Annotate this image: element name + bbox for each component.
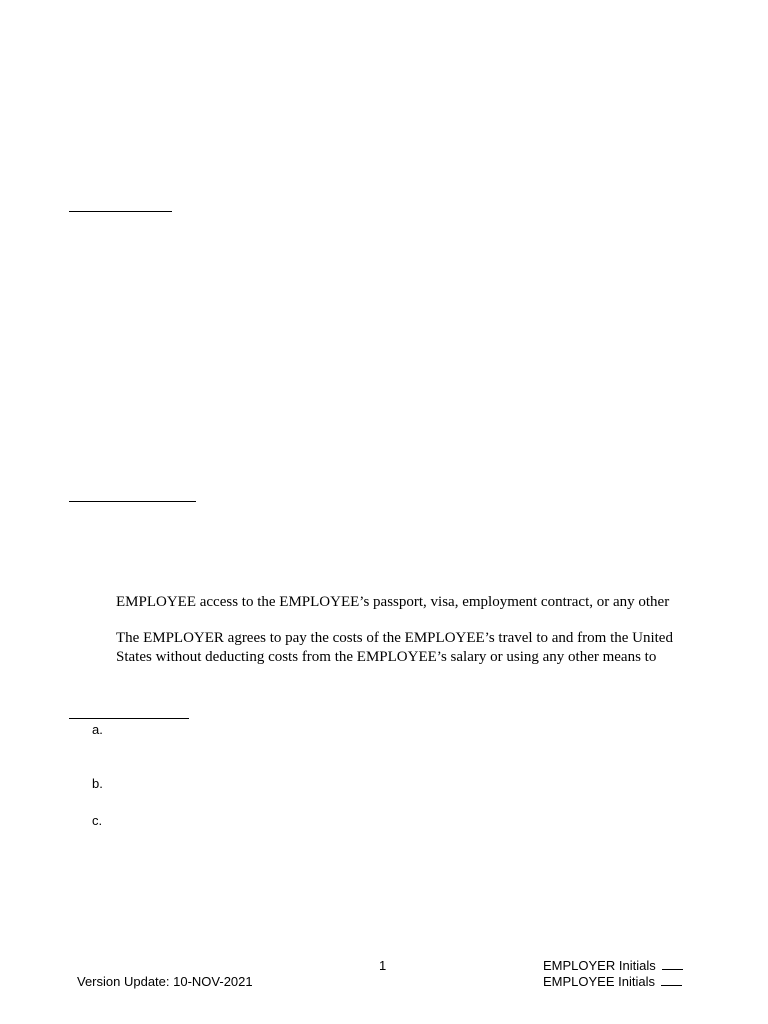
list-marker: a. [92, 722, 103, 737]
employee-initials [543, 974, 682, 990]
paragraph-text: The EMPLOYER agrees to pay the costs of the EMPLOYEE’s travel to and from the United [116, 630, 673, 646]
employer-initials-blank [662, 958, 683, 970]
employee-initials-blank [661, 974, 682, 986]
page-number: 1 [379, 958, 387, 973]
employer-initials [543, 958, 683, 974]
employer-initials-label: EMPLOYER Initials [543, 958, 656, 973]
paragraph-text: States without deducting costs from the EMPLOYEE’s salary or using any other means to [116, 649, 657, 665]
list-marker: c. [92, 813, 103, 828]
employee-initials-label: EMPLOYEE Initials [543, 974, 655, 989]
list-marker: b. [92, 776, 103, 791]
version-update: Version Update: 10-NOV-2021 [77, 974, 253, 989]
section-heading-underline [69, 501, 196, 502]
section-heading-underline [69, 211, 172, 212]
paragraph-text: EMPLOYEE access to the EMPLOYEE’s passport, visa, employment contract, or any other [116, 594, 670, 610]
section-heading-underline [69, 718, 189, 719]
